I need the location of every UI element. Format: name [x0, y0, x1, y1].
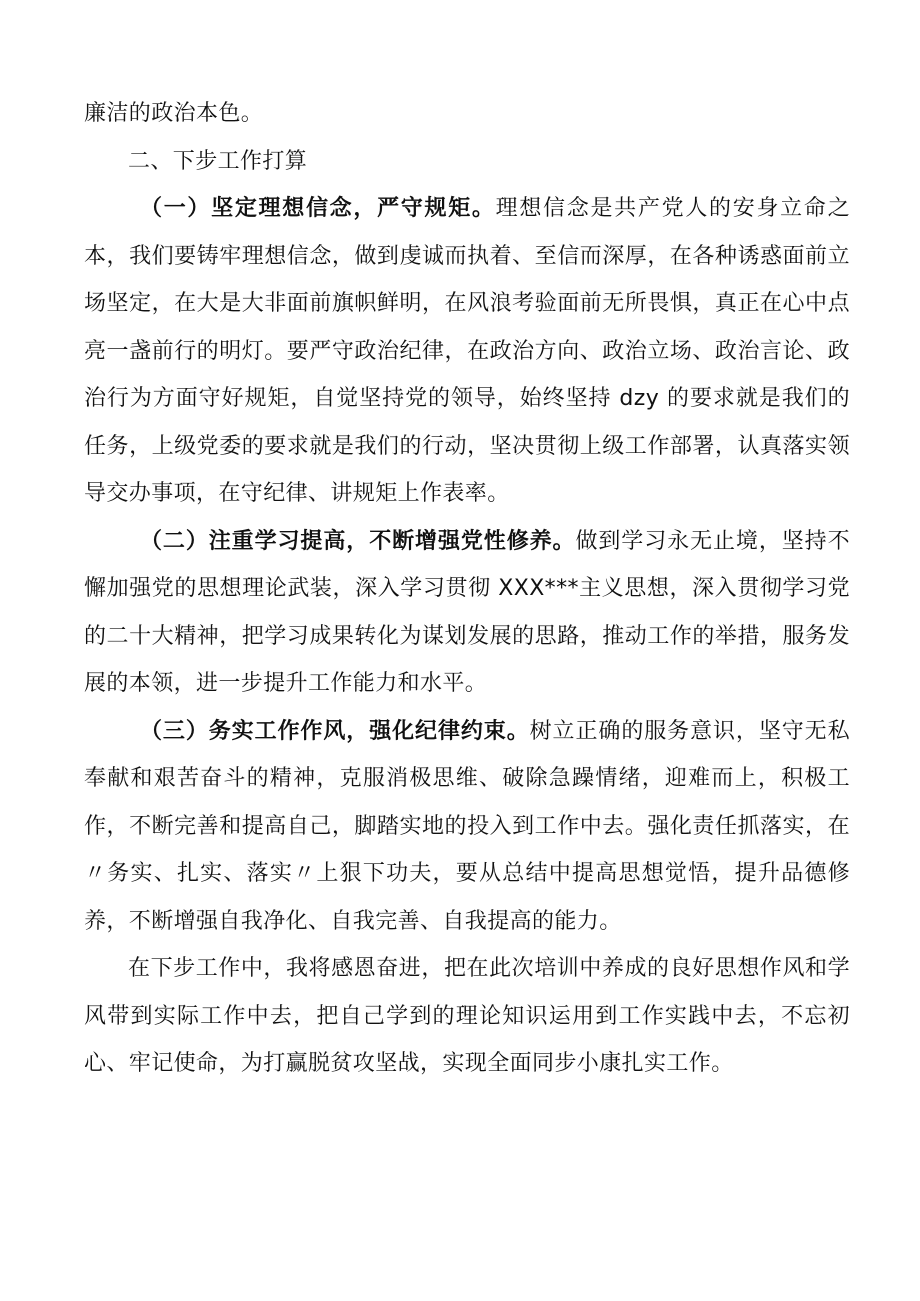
- item-paragraph-3: [84, 708, 850, 946]
- item-paragraph-2: [84, 518, 850, 708]
- item-title-2: （二）注重学习提高，不断增强党性修养。: [140, 528, 576, 554]
- intro-tail-paragraph: 廉洁的政治本色。: [84, 101, 264, 126]
- item-paragraph-1: [84, 185, 850, 518]
- item-body-3: 树立正确的服务意识，坚守无私奉献和艰苦奋斗的精神，克服消极思维、破除急躁情绪，迎难而上，积极工作，不断完善和提高自己，脚踏实地的投入到工作中去。强化责任抓落实，在〃务实、扎实、落实〃上狠下功夫，要从总结中提高思想觉悟，提升品德修养，不断增强自我净化、自我完善、自我提高的能力。: [84, 718, 850, 934]
- item-body-1: 理想信念是共产党人的安身立命之本，我们要铸牢理想信念，做到虔诚而执着、至信而深厚，在各种诱惑面前立场坚定，在大是大非面前旗帜鲜明，在风浪考验面前无所畏惧，真正在心中点亮一盏前行的明灯。要严守政治纪律，在政治方向、政治立场、政治言论、政治行为方面守好规矩，自觉坚持党的领导，始终坚持 dzy 的要求就是我们的任务，上级党委的要求就是我们的行动，坚决贯彻上级工作部署，认真落实领导交办事项，在守纪律、讲规矩上作表率。: [84, 196, 850, 506]
- closing-paragraph: 在下步工作中，我将感恩奋进，把在此次培训中养成的良好思想作风和学风带到实际工作中去，把自己学到的理论知识运用到工作实践中去，不忘初心、牢记使命，为打赢脱贫攻坚战，实现全面同步小康扎实工作。: [84, 956, 850, 1076]
- item-title-3: （三）务实工作作风，强化纪律约束。: [140, 718, 530, 744]
- document-body: [84, 90, 850, 1088]
- section-heading: 二、下步工作打算: [128, 148, 308, 174]
- item-title-1: （一）坚定理想信念，严守规矩。: [140, 196, 496, 221]
- item-body-2: 做到学习永无止境，坚持不懈加强党的思想理论武装，深入学习贯彻 XXX***主义思想，深入贯彻学习党的二十大精神，把学习成果转化为谋划发展的思路，推动工作的举措，服务发展的本领，进一步提升工作能力和水平。: [84, 528, 850, 696]
